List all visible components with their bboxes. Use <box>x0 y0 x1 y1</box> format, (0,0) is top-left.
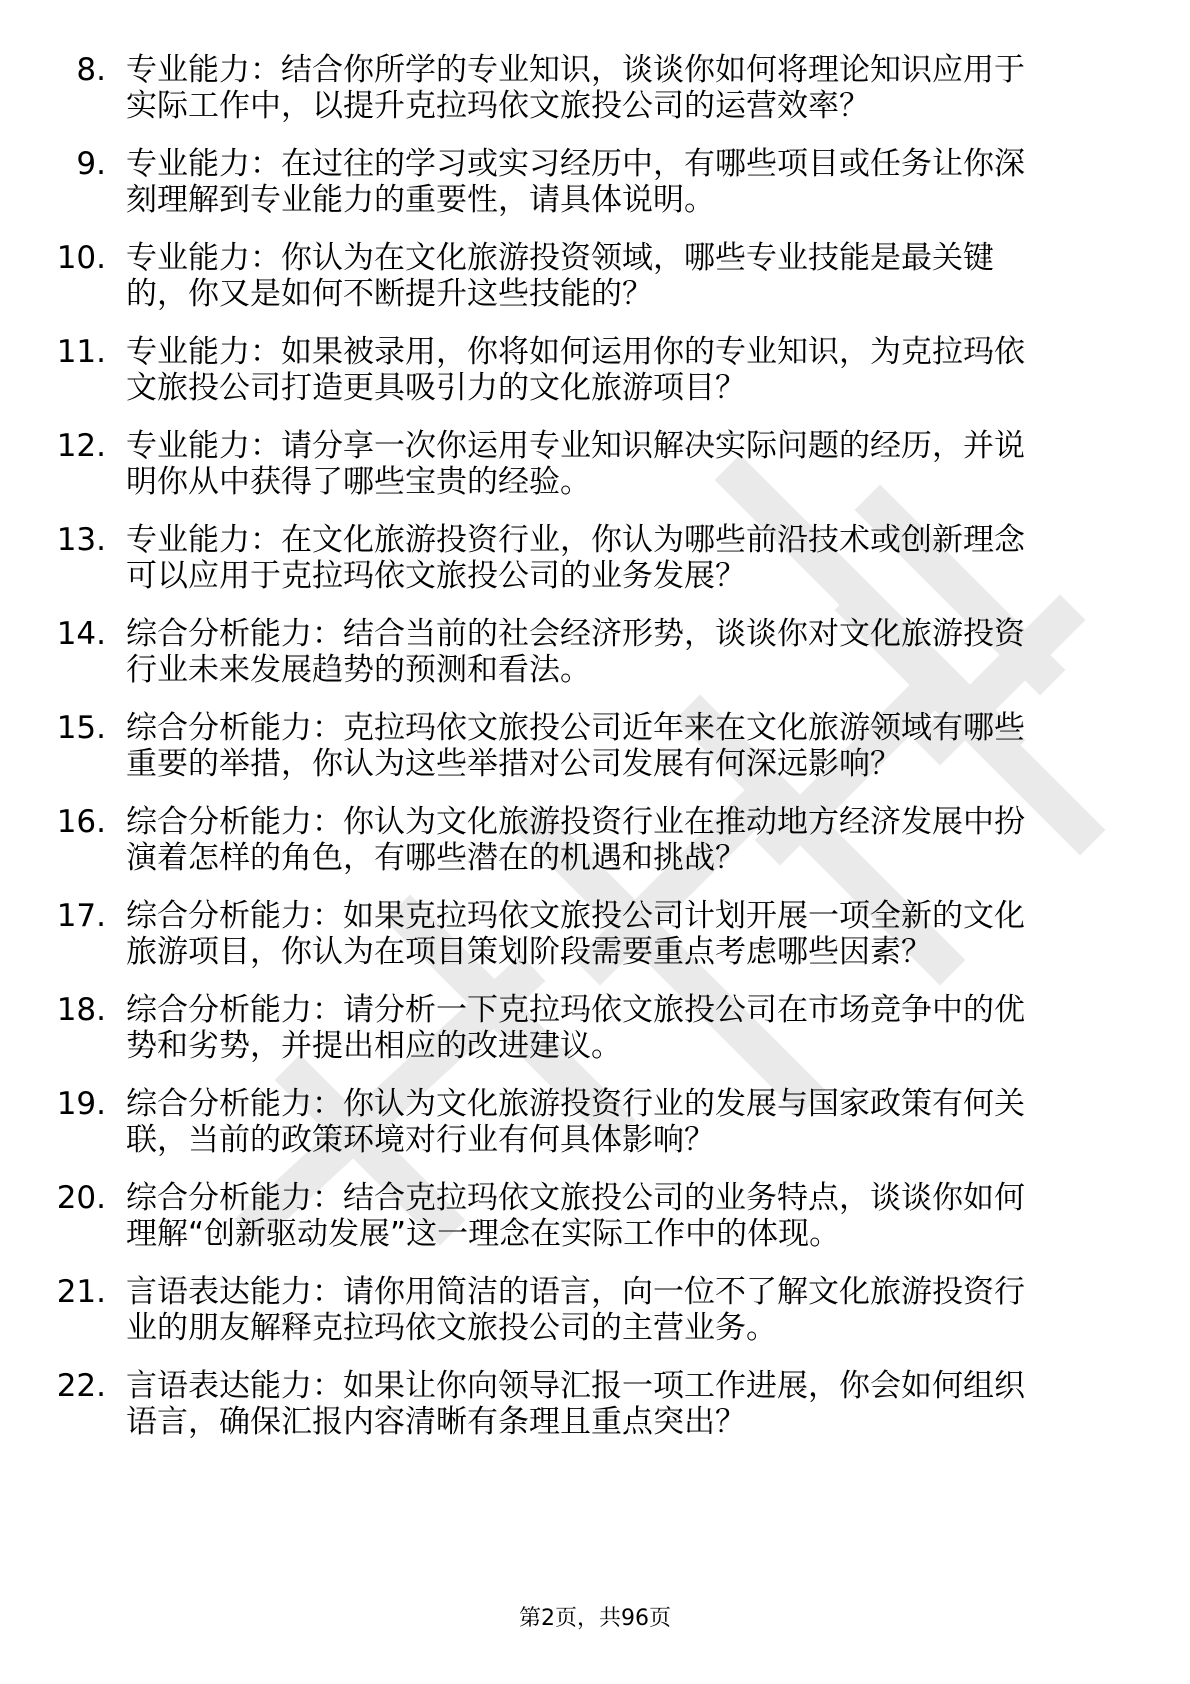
question-number: 18. <box>56 992 106 1028</box>
question-item <box>0 1368 1190 1440</box>
question-number: 17. <box>56 898 106 934</box>
question-item <box>0 334 1190 406</box>
question-number: 14. <box>56 616 106 652</box>
question-number: 21. <box>56 1274 106 1310</box>
question-number: 10. <box>56 240 106 276</box>
question-number: 9. <box>76 146 106 182</box>
question-number: 16. <box>56 804 106 840</box>
question-text: 专业能力：如果被录用，你将如何运用你的专业知识，为克拉玛依文旅投公司打造更具吸引力的文化旅游项目？ <box>126 334 1025 406</box>
question-item <box>0 898 1190 970</box>
question-number: 13. <box>56 522 106 558</box>
question-number: 8. <box>76 52 106 88</box>
question-text: 言语表达能力：请你用简洁的语言，向一位不了解文化旅游投资行业的朋友解释克拉玛依文旅投公司的主营业务。 <box>126 1274 1025 1346</box>
question-text: 综合分析能力：请分析一下克拉玛依文旅投公司在市场竞争中的优势和劣势，并提出相应的改进建议。 <box>126 992 1025 1064</box>
question-text: 综合分析能力：结合克拉玛依文旅投公司的业务特点，谈谈你如何理解“创新驱动发展”这一理念在实际工作中的体现。 <box>126 1180 1025 1252</box>
question-item <box>0 240 1190 312</box>
question-text: 综合分析能力：你认为文化旅游投资行业在推动地方经济发展中扮演着怎样的角色，有哪些潜在的机遇和挑战？ <box>126 804 1025 876</box>
question-text: 言语表达能力：如果让你向领导汇报一项工作进展，你会如何组织语言，确保汇报内容清晰有条理且重点突出？ <box>126 1368 1025 1440</box>
question-item <box>0 992 1190 1064</box>
question-item <box>0 52 1190 124</box>
page-footer: 第2页，共96页 <box>519 1606 671 1631</box>
question-item <box>0 804 1190 876</box>
question-text: 专业能力：在文化旅游投资行业，你认为哪些前沿技术或创新理念可以应用于克拉玛依文旅投公司的业务发展？ <box>126 522 1025 594</box>
question-number: 19. <box>56 1086 106 1122</box>
question-item <box>0 616 1190 688</box>
question-item <box>0 1086 1190 1158</box>
question-number: 20. <box>56 1180 106 1216</box>
question-text: 专业能力：你认为在文化旅游投资领域，哪些专业技能是最关键的，你又是如何不断提升这些技能的？ <box>126 240 994 312</box>
question-number: 15. <box>56 710 106 746</box>
question-text: 专业能力：结合你所学的专业知识，谈谈你如何将理论知识应用于实际工作中，以提升克拉玛依文旅投公司的运营效率？ <box>126 52 1025 124</box>
question-text: 综合分析能力：你认为文化旅游投资行业的发展与国家政策有何关联，当前的政策环境对行业有何具体影响？ <box>126 1086 1025 1158</box>
question-item <box>0 710 1190 782</box>
question-text: 综合分析能力：结合当前的社会经济形势，谈谈你对文化旅游投资行业未来发展趋势的预测和看法。 <box>126 616 1025 688</box>
question-number: 12. <box>56 428 106 464</box>
question-list <box>0 52 1190 1462</box>
question-number: 22. <box>56 1368 106 1404</box>
question-item <box>0 428 1190 500</box>
question-text: 综合分析能力：克拉玛依文旅投公司近年来在文化旅游领域有哪些重要的举措，你认为这些举措对公司发展有何深远影响？ <box>126 710 1025 782</box>
question-item <box>0 1180 1190 1252</box>
question-item <box>0 1274 1190 1346</box>
question-item <box>0 146 1190 218</box>
question-item <box>0 522 1190 594</box>
question-number: 11. <box>56 334 106 370</box>
question-text: 专业能力：在过往的学习或实习经历中，有哪些项目或任务让你深刻理解到专业能力的重要性，请具体说明。 <box>126 146 1025 218</box>
question-text: 综合分析能力：如果克拉玛依文旅投公司计划开展一项全新的文化旅游项目，你认为在项目策划阶段需要重点考虑哪些因素？ <box>126 898 1025 970</box>
question-text: 专业能力：请分享一次你运用专业知识解决实际问题的经历，并说明你从中获得了哪些宝贵的经验。 <box>126 428 1025 500</box>
